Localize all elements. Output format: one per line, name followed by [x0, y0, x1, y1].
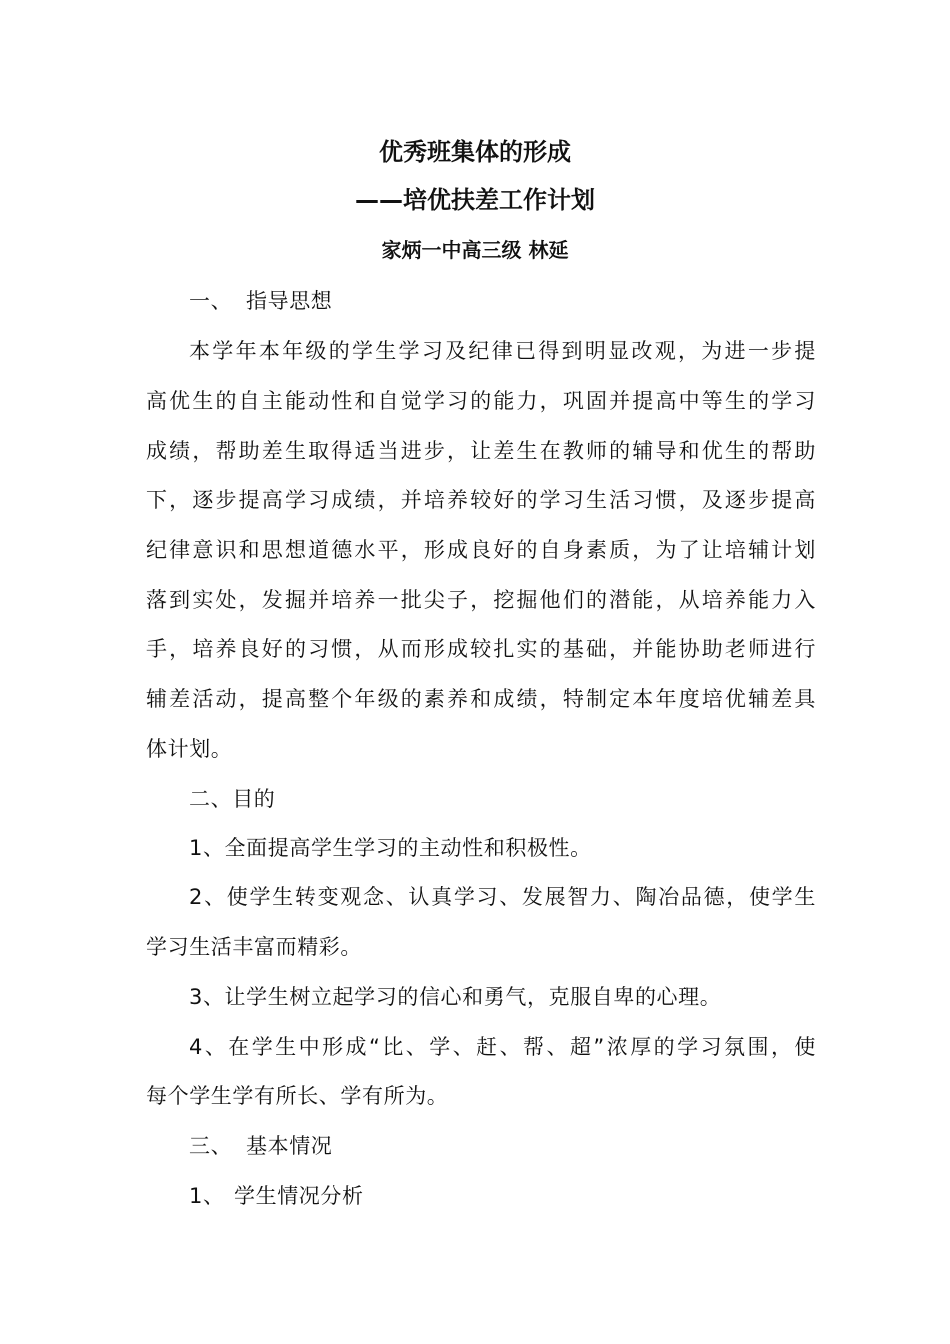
- section3-sub1-number: 1、: [189, 1184, 225, 1208]
- section2-item-1: 1、全面提高学生学习的主动性和积极性。: [189, 836, 592, 860]
- section2-item-4-cont: 每个学生学有所长、学有所为。: [146, 1084, 449, 1108]
- paragraph-line: 落到实处，发掘并培养一批尖子，挖掘他们的潜能，从培养能力入: [146, 588, 816, 612]
- paragraph-line: 体计划。: [146, 737, 233, 761]
- document-author: 家炳一中高三级 林延: [381, 238, 569, 262]
- section2-item-4: 4、在学生中形成“比、学、赶、帮、超”浓厚的学习氛围，使: [189, 1035, 816, 1059]
- paragraph-line: 手，培养良好的习惯，从而形成较扎实的基础，并能协助老师进行: [146, 637, 816, 661]
- paragraph-line: 纪律意识和思想道德水平，形成良好的自身素质，为了让培辅计划: [146, 538, 816, 562]
- paragraph-line: 辅差活动，提高整个年级的素养和成绩，特制定本年度培优辅差具: [146, 687, 816, 711]
- paragraph-line: 下，逐步提高学习成绩，并培养较好的学习生活习惯，及逐步提高: [146, 488, 816, 512]
- section2-heading: 二、目的: [189, 787, 276, 811]
- paragraph-line: 高优生的自主能动性和自觉学习的能力，巩固并提高中等生的学习: [146, 389, 816, 413]
- paragraph-line: 成绩，帮助差生取得适当进步，让差生在教师的辅导和优生的帮助: [146, 439, 816, 463]
- section3-sub1-text: 学生情况分析: [234, 1184, 364, 1208]
- section2-item-2-cont: 学习生活丰富而精彩。: [146, 935, 362, 959]
- section1-heading: [189, 286, 859, 316]
- document-subtitle: ——培优扶差工作计划: [355, 186, 595, 214]
- document-title: 优秀班集体的形成: [379, 138, 571, 166]
- section2-item-2: 2、使学生转变观念、认真学习、发展智力、陶冶品德，使学生: [189, 885, 816, 909]
- paragraph-line: 本学年本年级的学生学习及纪律已得到明显改观，为进一步提: [189, 339, 816, 363]
- section2-item-3: 3、让学生树立起学习的信心和勇气，克服自卑的心理。: [189, 985, 722, 1009]
- section3-subheading-1: [189, 1181, 859, 1211]
- section3-heading: [189, 1131, 859, 1161]
- section3-number: 三、: [189, 1134, 233, 1158]
- section1-heading-text: 指导思想: [246, 289, 333, 313]
- section1-number: 一、: [189, 289, 233, 313]
- section3-heading-text: 基本情况: [246, 1134, 333, 1158]
